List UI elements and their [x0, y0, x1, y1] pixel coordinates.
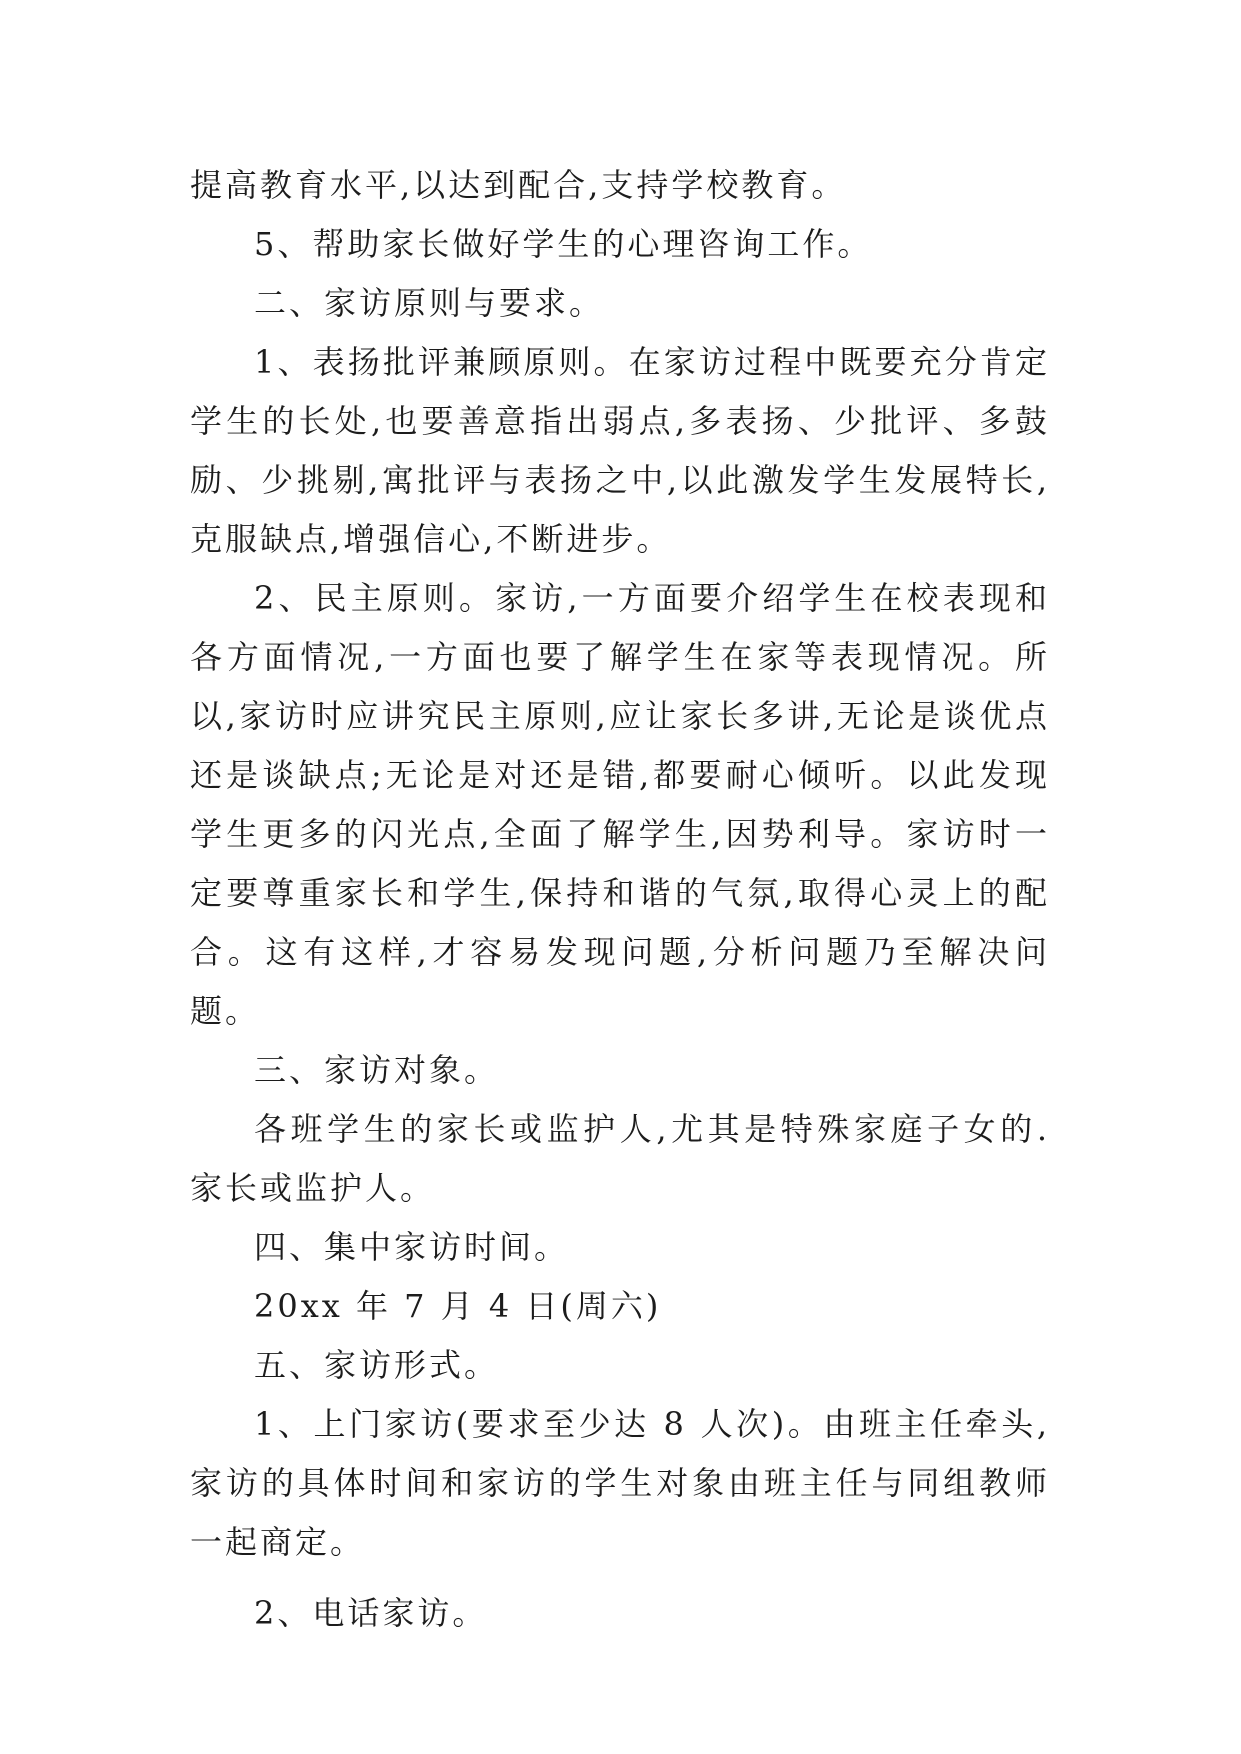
paragraph-form-2: 2、电话家访。: [254, 1594, 488, 1632]
paragraph-continuation: 提高教育水平,以达到配合,支持学校教育。: [190, 166, 847, 204]
paragraph-item-5: 5、帮助家长做好学生的心理咨询工作。: [254, 225, 873, 263]
paragraph-form-1: 1、上门家访(要求至少达 8 人次)。由班主任牵头,家访的具体时间和家访的学生对象由班主任与同组教师一起商定。: [190, 1405, 1050, 1561]
section-heading-4: 四、集中家访时间。: [254, 1228, 570, 1266]
section-heading-5: 五、家访形式。: [254, 1346, 500, 1384]
paragraph-principle-1: 1、表扬批评兼顾原则。在家访过程中既要充分肯定学生的长处,也要善意指出弱点,多表扬、少批评、多鼓励、少挑剔,寓批评与表扬之中,以此激发学生发展特长,克服缺点,增强信心,不断进步。: [190, 343, 1050, 558]
paragraph-principle-2: 2、民主原则。家访,一方面要介绍学生在校表现和各方面情况,一方面也要了解学生在家等表现情况。所以,家访时应讲究民主原则,应让家长多讲,无论是谈优点还是谈缺点;无论是对还是错,都要耐心倾听。以此发现学生更多的闪光点,全面了解学生,因势利导。家访时一定要尊重家长和学生,保持和谐的气氛,取得心灵上的配合。这有这样,才容易发现问题,分析问题乃至解决问题。: [190, 579, 1050, 1030]
paragraph-date: 20xx 年 7 月 4 日(周六): [254, 1287, 662, 1325]
section-heading-3: 三、家访对象。: [254, 1051, 500, 1089]
document-body: [190, 156, 1050, 1643]
section-heading-2: 二、家访原则与要求。: [254, 284, 605, 322]
paragraph-target: 各班学生的家长或监护人,尤其是特殊家庭子女的.家长或监护人。: [190, 1110, 1050, 1207]
